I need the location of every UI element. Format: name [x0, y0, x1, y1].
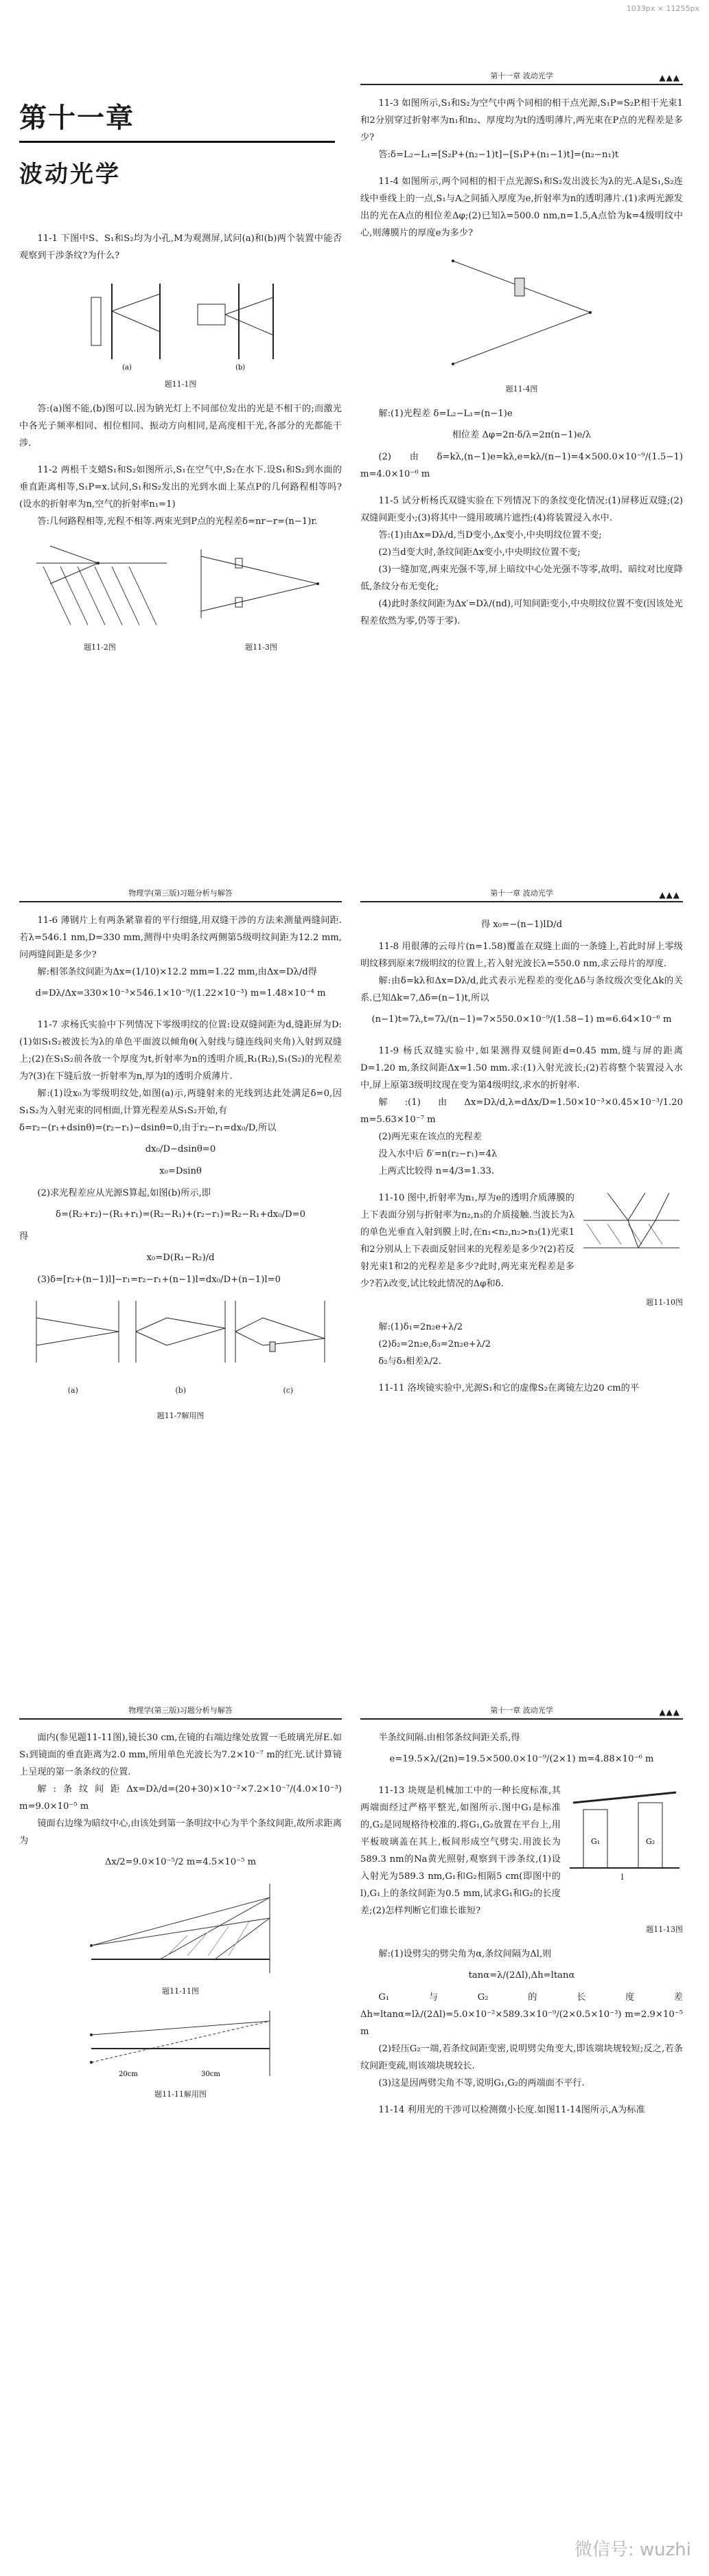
- answer-11-1: 答:(a)图不能,(b)图可以.因为钠光灯上不同部位发出的光是不相干的;而激光中各光子频率相同、相位相同、振动方向相同,是高度相干光,各部分的光都能干涉.: [19, 404, 342, 448]
- watermark: 微信号: wuzhi: [574, 2540, 691, 2560]
- equation-11-4-phase: 相位差 Δφ=2π·δ/λ=2π(n−1)e/λ: [452, 430, 592, 440]
- figure-11-13: [566, 1782, 683, 1885]
- page-2-right: [360, 886, 683, 1397]
- problem-11-6: 11-6 薄钢片上有两条紧靠着的平行细缝,用双缝干涉的方法来测量两缝间距.若λ=546.1 nm,D=330 mm,测得中央明条纹两侧第5级明纹间距为12.2 mm,问两缝间距是多少?: [19, 915, 342, 960]
- solution-11-10-1: 解:(1)δ₁=2n₂e+λ/2: [378, 1322, 463, 1332]
- solution-11-7-3: (2)求光程差应从光源S算起,如图(b)所示,即: [37, 1188, 211, 1198]
- equation-11-8: (n−1)t=7λ,t=7λ/(n−1)=7×550.0×10⁻⁹/(1.58−1) m=6.64×10⁻⁶ m: [371, 1014, 672, 1025]
- equation-11-7-b: x₀=Dsinθ: [159, 1166, 202, 1176]
- answer-11-3: 答:δ=L₂−L₁=[S₂P+(n₂−1)t]−[S₁P+(n₁−1)t]=(n₂−n₁)t: [378, 150, 619, 160]
- problem-11-14: 11-14 利用光的干涉可以检测微小长度.如图11-14图所示,A为标准: [378, 2105, 645, 2115]
- solution-11-10-2: (2)δ₂=2n₂e,δ₃=2n₂e+λ/2: [378, 1339, 491, 1349]
- problem-11-9: 11-9 杨氏双缝实验中,如果测得双缝间距d=0.45 mm,缝与屏的距离D=1.20 m,条纹间距Δx=1.50 mm.求:(1)入射光波长;(2)若将整个装置浸入水中,屏上原第3级明纹现在变为第4级明纹,求水的折射率.: [360, 1046, 683, 1091]
- figure-11-11-solution: [78, 2007, 283, 2083]
- equation-11-7-d: x₀=D(R₁−R₂)/d: [146, 1253, 215, 1263]
- label-g2: G₂: [646, 1837, 655, 1846]
- solution-11-7-2: δ=r₂−(r₁+dsinθ)=(r₂−r₁)−dsinθ=0,由于r₂−r₁=dx₀/D,所以: [19, 1123, 277, 1133]
- problem-11-13: 11-13 块规是机械加工中的一种长度标准,其两端面经过严格平整光,如图所示.图中G₁是标准的,G₂是同规格待校准的.将G₁,G₂放置在平台上,用平板玻璃盖在其上,板间形成空气劈尖.用波长为589.3 nm的Na黄光照射,观察到干涉条纹,(1)设入射光为589.3 nm,G₁和G₂相隔5 cm(即图中的l),G₁上的条纹间距为0.5 mm,试求G₁和G₂的长度差;(2)怎样判断它们谁长谁短?: [360, 1786, 561, 1916]
- caption-11-7-a: (a): [67, 1386, 78, 1395]
- running-header-right: [360, 69, 683, 85]
- solution-11-11-1: 解:条纹间距Δx=Dλ/d=(20+30)×10⁻²×7.2×10⁻⁷/(4.0×10⁻³) m=9.0×10⁻⁵ m: [19, 1784, 342, 1812]
- equation-11-6: d=Dλ/Δx=330×10⁻³×546.1×10⁻⁹/(1.22×10⁻³) m=1.48×10⁻⁴ m: [35, 988, 326, 999]
- label-l: l: [621, 1873, 624, 1882]
- caption-11-7-b: (b): [175, 1386, 186, 1395]
- equation-11-7-a: dx₀/D−dsinθ=0: [145, 1144, 216, 1154]
- figure-11-4: [432, 247, 611, 378]
- header-text: 物理学(第三版)习题分析与解答: [128, 1706, 233, 1715]
- running-header-left: [19, 886, 342, 902]
- figure-11-7: [30, 1294, 332, 1376]
- problem-11-2: 11-2 两根千支蜡S₁和S₂如图所示,S₁在空气中,S₂在水下.设S₁和S₂到水面的垂直距离相等,S₁P=x.试问,S₁和S₂发出的光到水面上某点P的几何路程相等吗?(设水的折射率为n,空气的折射率n₁=1): [19, 465, 342, 510]
- solution-11-4-1: 解:(1)光程差 δ=L₂−L₁=(n−1)e: [378, 409, 513, 419]
- solution-11-8-1: 解:由δ=kλ和Δx=Dλ/d,此式表示光程差的变化Δδ与条纹级次变化Δk的关系.已知Δk=7,Δδ=(n−1)t,所以: [360, 976, 683, 1003]
- equation-11-12: e=19.5×λ/(2n)=19.5×500.0×10⁻⁹/(2×1) m=4.88×10⁻⁶ m: [389, 1754, 654, 1764]
- solution-11-7-1: 解:(1)设x₀为零级明纹处,如图(a)示,两缝射来的光线到达此处满足δ=0,因S₁S₂为入射光束的同相面,计算光程差从S₁S₂开始,有: [19, 1088, 342, 1116]
- caption-11-3: 题11-3图: [245, 643, 277, 652]
- equation-11-7-e: 得 x₀=−(n−1)lD/d: [480, 920, 563, 930]
- chapter-title: 第十一章: [19, 102, 135, 134]
- solution-11-11-2: 镜面右边缘为暗纹中心,由该处到第一条明纹中心为半个条纹间距,故所求距离为: [19, 1819, 342, 1846]
- problem-11-4: 11-4 如图所示,两个同相的相干点光源S₁和S₂发出波长为λ的光.A是S₁,S₂连线中垂线上的一点,S₁与A之间插入厚度为e,折射率为n的透明薄片.(1)求两光源发出的光在A点的相位差Δφ;(2)已知λ=500.0 nm,n=1.5,A点恰为k=4级明纹中心,则薄膜片的厚度e为多少?: [360, 176, 683, 238]
- image-size-info: 1033px × 11255px: [626, 4, 699, 13]
- answer-11-5-4: (4)此时条纹间距为Δx′=Dλ/(nd),可知间距变小,中央明纹位置不变(因该处光程差依然为零,仍等于零).: [360, 599, 683, 626]
- running-header-left: [19, 1703, 342, 1720]
- figure-11-10: [580, 1189, 683, 1279]
- solution-11-9-3: 没入水中后 δ′=n(r₂−r₁)=4λ: [378, 1149, 498, 1159]
- header-text: 物理学(第三版)习题分析与解答: [128, 889, 233, 898]
- page-2-left: [19, 886, 342, 1432]
- problem-11-3: 11-3 如图所示,S₁和S₂为空气中两个同相的相干点光源,S₁P=S₂P.相干光束1和2分别穿过折射率为n₁和n₂、厚度均为t的透明薄片,两光束在P点的光程差是多少?: [360, 98, 683, 143]
- figure-11-2-11-3: [30, 536, 332, 632]
- label-g1: G₁: [591, 1837, 601, 1846]
- svg-text:(b): (b): [235, 364, 246, 372]
- page-1-left: [19, 69, 342, 663]
- header-ornament-icon: ▲▲▲: [659, 73, 680, 82]
- header-text: 第十一章 波动光学: [490, 71, 553, 80]
- dimension-30cm: 30cm: [201, 2071, 220, 2078]
- solution-11-4-2: (2)由δ=kλ,(n−1)e=kλ,e=kλ/(n−1)=4×500.0×10⁻⁹/(1.5−1) m=4.0×10⁻⁶ m: [360, 452, 683, 479]
- answer-11-5-2: (2)当d变大时,条纹间距Δx变小,中央明纹位置不变;: [378, 547, 581, 558]
- caption-11-7: 题11-7解用图: [156, 1411, 205, 1420]
- answer-11-2: 答:几何路程相等,光程不相等.两束光到P点的光程差δ=nr−r=(n−1)r.: [37, 516, 318, 527]
- problem-11-11: 11-11 洛埃镜实验中,光源S₁和它的虚像S₂在离镜左边20 cm的平: [378, 1383, 640, 1393]
- problem-11-8: 11-8 用很薄的云母片(n=1.58)覆盖在双缝上面的一条缝上,若此时屏上零级明纹移到原来7级明纹的位置上,若入射光波长λ=550.0 nm,求云母片的厚度.: [360, 942, 683, 969]
- answer-11-5-3: (3)一缝加宽,两束光强不等,屏上暗纹中心处光强不等零,故明、暗纹对比度降低,条纹分布无变化;: [360, 565, 683, 592]
- header-ornament-icon: ▲▲▲: [659, 890, 680, 900]
- solution-11-13-3: (2)轻压G₂一端,若条纹间距变密,说明劈尖角变大,即该端块规较短;反之,若条纹间距变疏,则该端块规较长.: [360, 2044, 683, 2071]
- figure-11-11: [78, 1877, 283, 1980]
- page-3-left: [19, 1703, 342, 2110]
- answer-11-5-1: 答:(1)由Δx=Dλ/d,当D变小,Δx变小,中央明纹位置不变;: [378, 530, 602, 540]
- equation-11-11: Δx/2=9.0×10⁻⁵/2 m=4.5×10⁻⁵ m: [104, 1857, 257, 1867]
- solution-11-7-4: 得: [19, 1231, 29, 1242]
- problem-11-1: 11-1 下图中S、S₁和S₂均为小孔,M为观测屏,试问(a)和(b)两个装置中能否观察到干涉条纹?为什么?: [19, 233, 342, 261]
- caption-11-7-c: (c): [283, 1386, 294, 1395]
- solution-11-9-2: (2)两光束在该点的光程差: [378, 1132, 482, 1142]
- equation-11-13-a: tanα=λ/(2Δl),Δh=ltanα: [468, 1970, 575, 1981]
- header-ornament-icon: ▲▲▲: [659, 1707, 680, 1717]
- running-header-right: [360, 886, 683, 902]
- solution-11-10-3: δ₂与δ₃相差λ/2.: [378, 1356, 441, 1367]
- chapter-subtitle: 波动光学: [19, 161, 121, 188]
- solution-11-13-2: G₁与G₂的长度差 Δh=ltanα=lλ/(2Δl)=5.0×10⁻²×589.3×10⁻⁹/(2×0.5×10⁻³) m=2.9×10⁻⁵ m: [360, 1992, 683, 2037]
- solution-11-7-5: (3)δ=[r₂+(n−1)l]−r₁=r₂−r₁+(n−1)l=dx₀/D+(n−1)l=0: [37, 1275, 281, 1285]
- solution-11-12-cont: 半条纹间隔.由相邻条纹间距关系,得: [378, 1733, 520, 1743]
- dimension-20cm: 20cm: [119, 2071, 138, 2078]
- problem-11-7: 11-7 求杨氏实验中下列情况下零级明纹的位置:设双缝间距为d,缝距屏为D:(1)如S₁S₂被波长为λ的单色平面波以倾角θ(入射线与缝连线间夹角)入射到双缝上;(2)在S₁S₂前各放一个厚度为t,折射率为n的透明介质,R₁(R₂),S₁(S₂)的光程差为?(3)在下缝后放一折射率为n,厚为l的透明介质薄片.: [19, 1020, 342, 1082]
- caption-11-13: 题11-13图: [646, 1925, 683, 1934]
- problem-11-11-cont: 面内(参见题11-11图),镜长30 cm,在镜的右端边缘处放置一毛玻璃光屏E.如S₁到镜面的垂直距离为2.0 mm,所用单色光波长为7.2×10⁻⁷ m的红光.试计算镜上呈现的第一条条纹的位置.: [19, 1733, 342, 1777]
- problem-11-5: 11-5 试分析杨氏双缝实验在下列情况下的条纹变化情况:(1)屏移近双缝;(2)双缝间距变小;(3)将其中一缝用玻璃片遮挡;(4)将装置浸入水中.: [360, 496, 683, 523]
- caption-11-2: 题11-2图: [84, 643, 116, 652]
- header-text: 第十一章 波动光学: [490, 1706, 553, 1715]
- chapter-rule: [19, 141, 335, 143]
- figure-11-1: [78, 270, 283, 373]
- page-3-right: [360, 1703, 683, 2119]
- equation-11-7-c: δ=(R₂+r₂)−(R₁+r₁)=(R₂−R₁)+(r₂−r₁)=R₂−R₁+dx₀/D=0: [56, 1209, 305, 1220]
- caption-11-10: 题11-10图: [646, 1298, 683, 1307]
- caption-11-1: 题11-1图: [164, 380, 197, 389]
- solution-11-13-1: 解:(1)设劈尖的劈尖角为α,条纹间隔为Δl,则: [378, 1949, 552, 1959]
- caption-11-11-solution: 题11-11解用图: [154, 2090, 207, 2099]
- solution-11-6-1: 解:相邻条纹间距为Δx=(1/10)×12.2 mm=1.22 mm,由Δx=Dλ/d得: [37, 967, 317, 977]
- svg-text:(a): (a): [122, 364, 132, 372]
- problem-11-10: 11-10 图中,折射率为n₁,厚为e的透明介质薄膜的上下表面分别与折射率为n₂,n₃的介质接触.当波长为λ的单色光垂直入射到膜上时,在n₁<n₂,n₂>n₃(1)光束1和2分别从上下表面反射回来的光程差是多少?(2)若反射光束1和2的光程差是多少?此时,两光束光程差是多少?若λ改变,试比较此情况的Δφ和δ.: [360, 1193, 574, 1289]
- page-1-right: [360, 69, 683, 630]
- solution-11-13-4: (3)这是因两劈尖角不等,说明G₁,G₂的两端面不平行.: [378, 2078, 585, 2088]
- running-header-right: [360, 1703, 683, 1720]
- solution-11-9-4: 上两式比较得 n=4/3=1.33.: [378, 1166, 495, 1176]
- solution-11-9-1: 解:(1)由Δx=Dλ/d,λ=dΔx/D=1.50×10⁻³×0.45×10⁻³/1.20 m=5.63×10⁻⁷ m: [360, 1097, 683, 1125]
- caption-11-4: 题11-4图: [505, 385, 538, 394]
- caption-11-11: 题11-11图: [162, 1987, 199, 1996]
- header-text: 第十一章 波动光学: [490, 889, 553, 898]
